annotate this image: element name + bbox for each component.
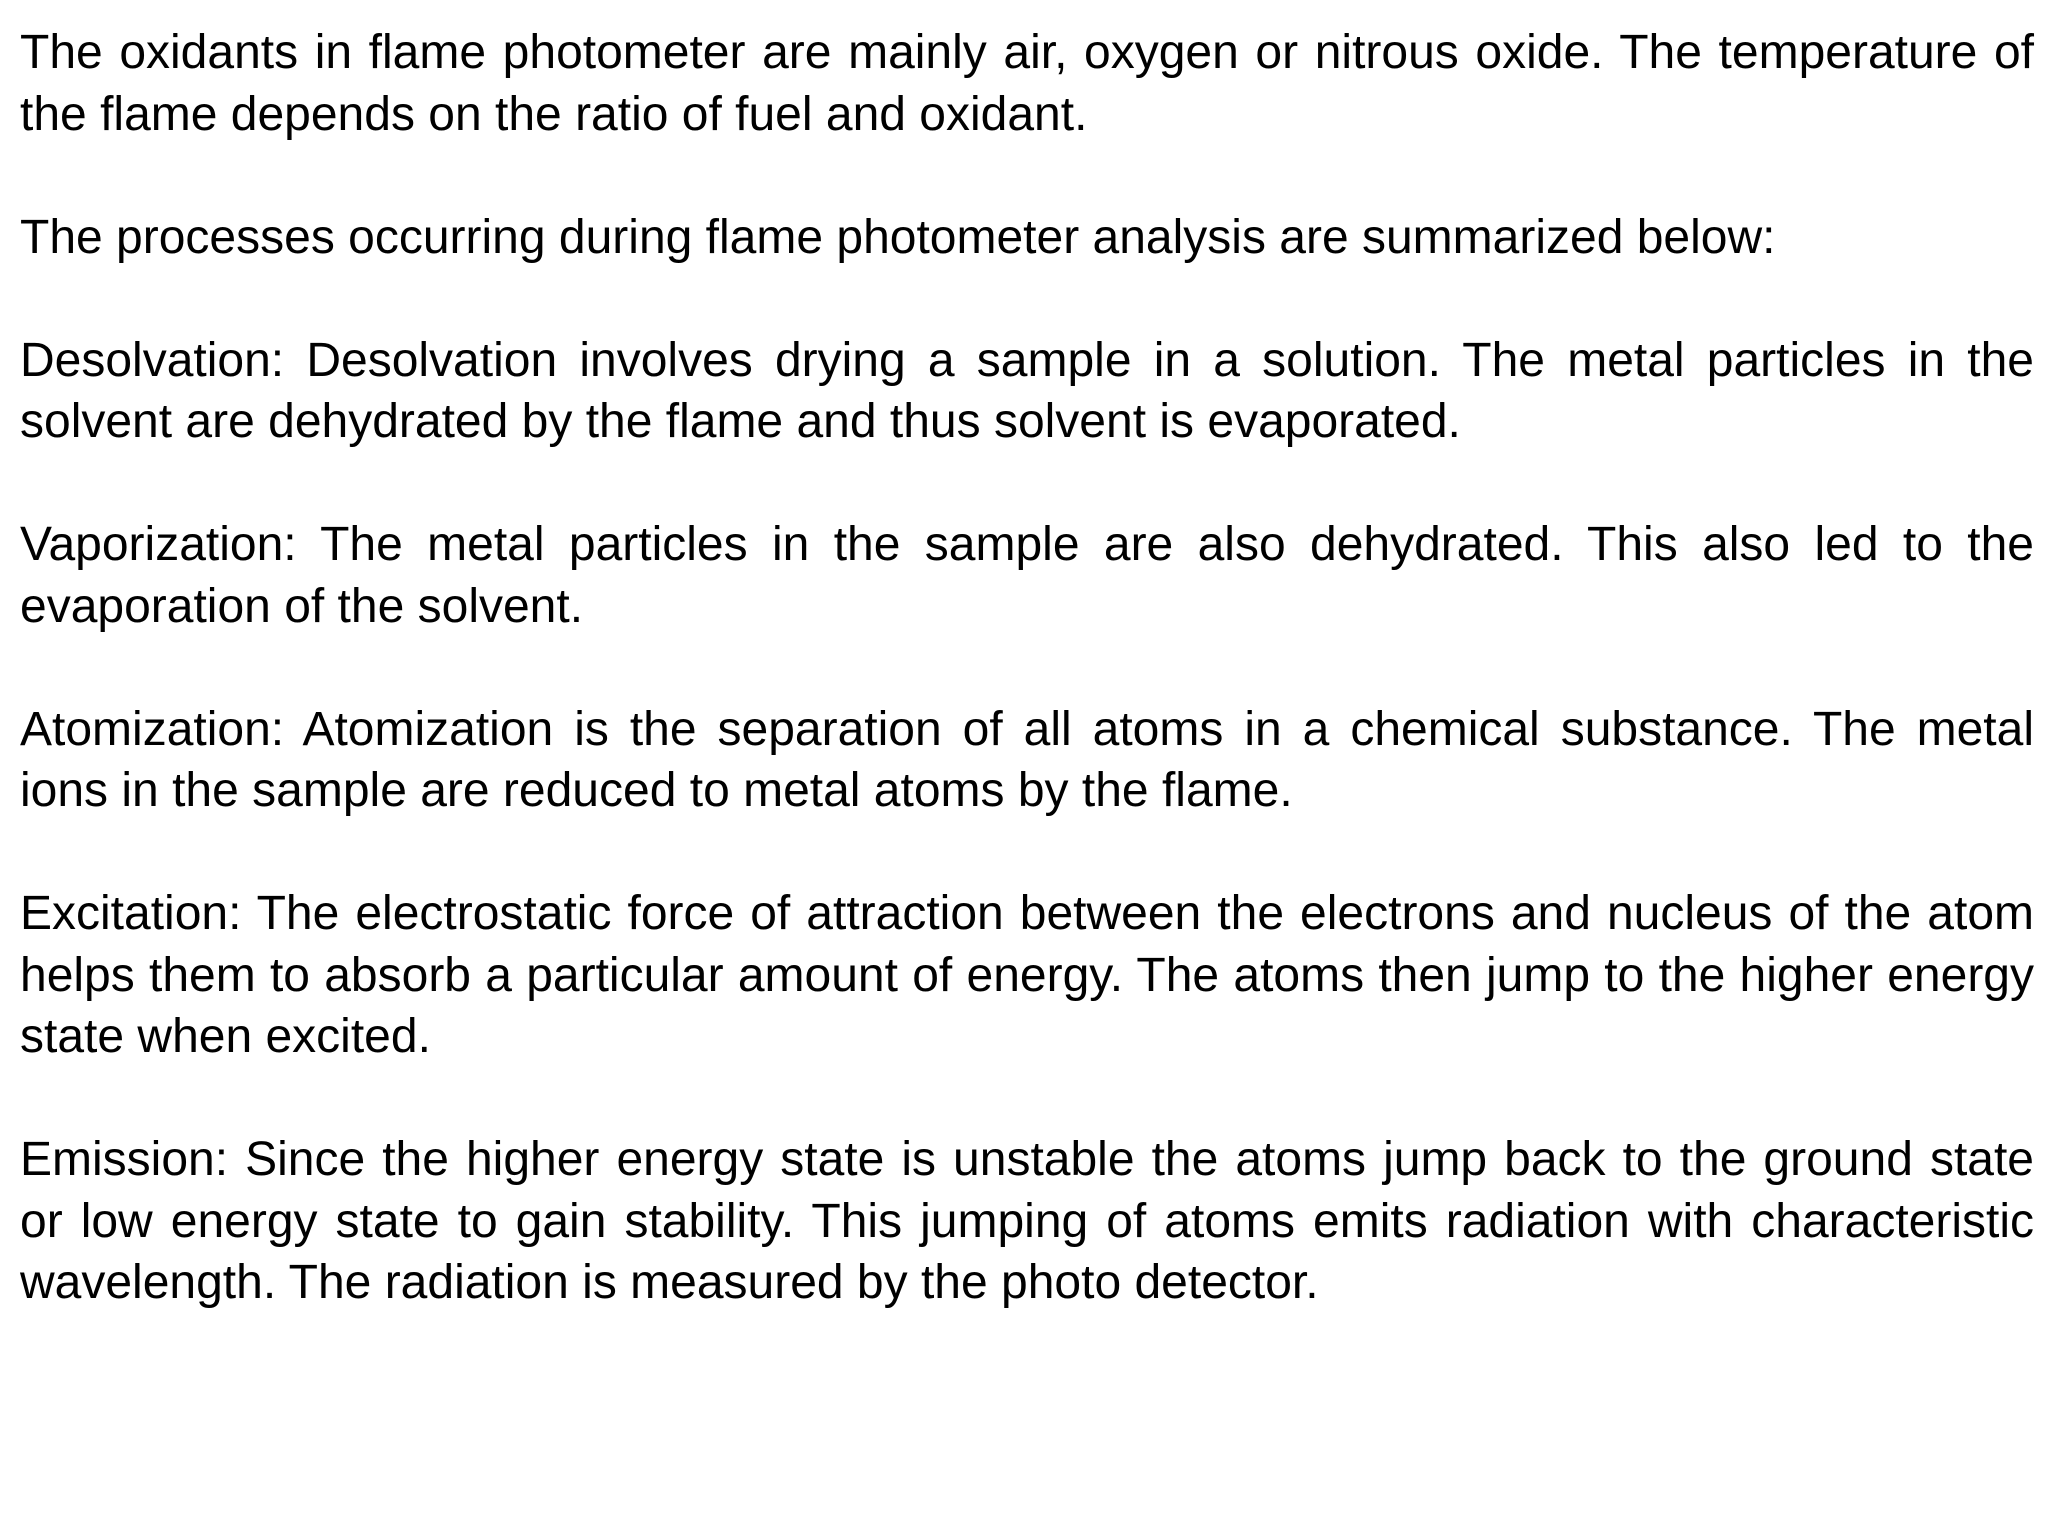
- excitation-paragraph: Excitation: The electrostatic force of attraction between the electrons and nucleus of the atom helps them to absorb a particular amount of energy. The atoms then jump to the higher energy state when excited.: [20, 887, 2034, 1063]
- atomization-paragraph: Atomization: Atomization is the separation of all atoms in a chemical substance. The metal ions in the sample are reduced to metal atoms by the flame.: [20, 702, 2034, 817]
- intro-oxidants-paragraph: The oxidants in flame photometer are mainly air, oxygen or nitrous oxide. The temperature of the flame depends on the ratio of fuel and oxidant.: [20, 26, 2034, 141]
- processes-summary-paragraph: The processes occurring during flame photometer analysis are summarized below:: [20, 210, 1776, 264]
- desolvation-paragraph: Desolvation: Desolvation involves drying a sample in a solution. The metal particles in the solvent are dehydrated by the flame and thus solvent is evaporated.: [20, 333, 2034, 448]
- document-body: [20, 22, 2034, 1375]
- vaporization-paragraph: Vaporization: The metal particles in the sample are also dehydrated. This also led to the evaporation of the solvent.: [20, 518, 2034, 633]
- emission-paragraph: Emission: Since the higher energy state is unstable the atoms jump back to the ground state or low energy state to gain stability. This jumping of atoms emits radiation with characteristic wavelength. The radiation is measured by the photo detector.: [20, 1133, 2034, 1309]
